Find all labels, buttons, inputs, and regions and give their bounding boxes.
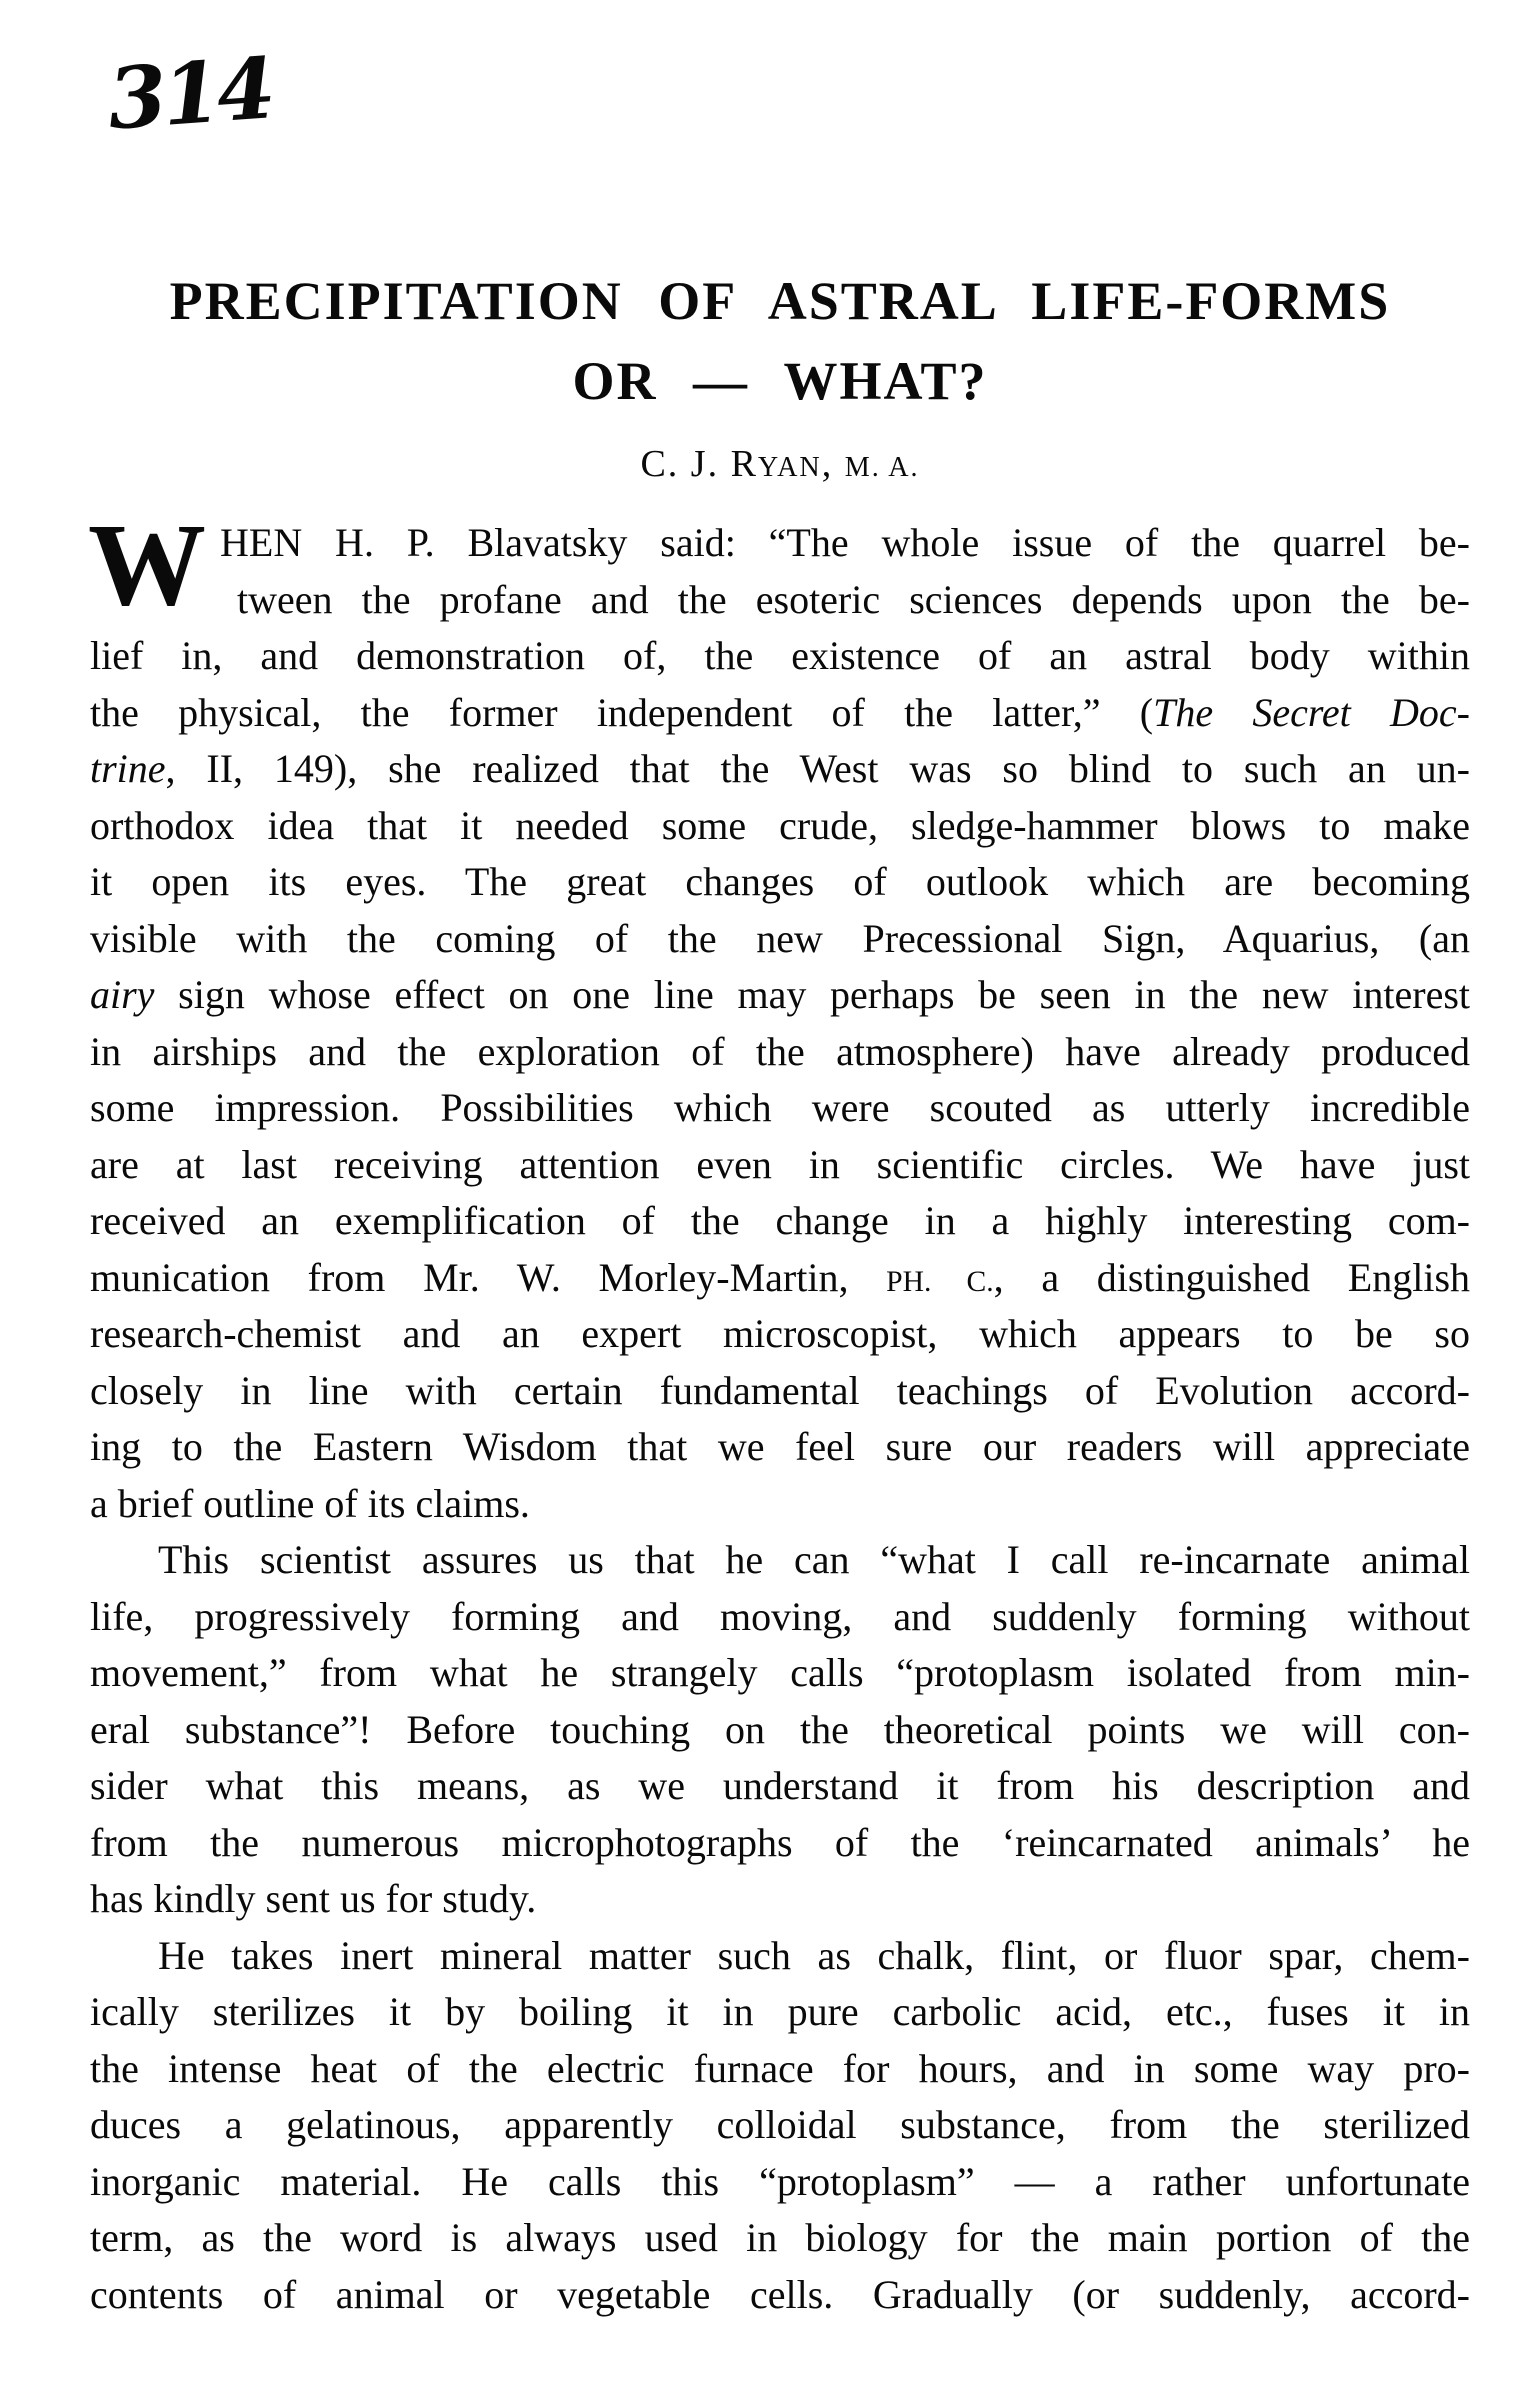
text-segment: , a distinguished English xyxy=(993,1254,1471,1300)
text-segment: ically sterilizes it by boiling it in pure carbolic acid, etc., fuses it in xyxy=(90,1989,1470,2034)
body-line xyxy=(90,1193,1470,1250)
text-segment: lief in, and demonstration of, the existence of an astral body within xyxy=(90,633,1470,678)
text-segment: HEN H. P. Blavatsky said: “The whole issue of the quarrel be- xyxy=(220,520,1470,565)
text-segment: in airships and the exploration of the atmosphere) have already produced xyxy=(90,1028,1470,1074)
text-segment: term, as the word is always used in biology for the main portion of the xyxy=(90,2215,1470,2260)
body-line xyxy=(90,741,1470,798)
text-segment: a brief outline of its claims. xyxy=(90,1480,530,1526)
body-line xyxy=(90,1928,1470,1985)
body-line xyxy=(90,2154,1470,2211)
text-segment: eral substance”! Before touching on the theoretical points we will con- xyxy=(90,1706,1470,1752)
text-segment: This scientist assures us that he can “what I call re-incarnate animal xyxy=(158,1537,1470,1582)
text-segment: the physical, the former independent of the latter,” ( xyxy=(90,689,1154,735)
text-segment: ing to the Eastern Wisdom that we feel sure our readers will appreciate xyxy=(90,1424,1470,1469)
text-segment: from the numerous microphotographs of the ‘reincarnated animals’ he xyxy=(90,1819,1470,1865)
body-line xyxy=(90,1758,1470,1815)
body-line xyxy=(90,1476,1470,1533)
body-line xyxy=(90,1363,1470,1420)
text-segment: YAN xyxy=(757,452,822,483)
text-segment: are at last receiving attention even in scientific circles. We have just xyxy=(90,1141,1470,1187)
body-line xyxy=(90,1871,1470,1928)
text-segment: movement,” from what he strangely calls “protoplasm isolated from min- xyxy=(90,1650,1470,1695)
body-line xyxy=(90,1306,1470,1363)
text-segment: sider what this means, as we understand it from his description and xyxy=(90,1763,1470,1808)
body-line xyxy=(90,2041,1470,2098)
text-segment: has kindly sent us for study. xyxy=(90,1876,537,1921)
body-line xyxy=(90,1984,1470,2041)
body-line xyxy=(90,572,1470,629)
body-line xyxy=(90,854,1470,911)
body-line xyxy=(90,1250,1470,1307)
text-segment: contents of animal or vegetable cells. Gradually (or suddenly, accord- xyxy=(90,2271,1470,2317)
text-segment: The Secret Doc- xyxy=(1153,689,1470,735)
drop-cap: W xyxy=(88,499,206,630)
text-segment: received an exemplification of the change in a highly interesting com- xyxy=(90,1198,1470,1243)
text-segment: tween the profane and the esoteric sciences depends upon the be- xyxy=(237,576,1470,622)
body-line xyxy=(90,798,1470,855)
text-segment: M. A. xyxy=(844,452,920,483)
body-line xyxy=(90,2097,1470,2154)
body-line xyxy=(90,1024,1470,1081)
author-byline xyxy=(90,441,1470,491)
text-segment: munication from Mr. W. Morley-Martin, xyxy=(90,1254,887,1300)
text-segment: airy xyxy=(90,972,155,1017)
body-line xyxy=(90,1080,1470,1137)
body-line xyxy=(90,2210,1470,2267)
text-segment: life, progressively forming and moving, and suddenly forming without xyxy=(90,1593,1470,1639)
body-line xyxy=(90,967,1470,1024)
text-segment: He takes inert mineral matter such as chalk, flint, or fluor spar, chem- xyxy=(158,1932,1470,1978)
body-line xyxy=(90,1589,1470,1646)
text-segment: , II, 149), she realized that the West was so blind to such an un- xyxy=(165,746,1470,791)
text-segment: C. J. R xyxy=(640,443,758,485)
text-segment: closely in line with certain fundamental teachings of Evolution accord- xyxy=(90,1367,1470,1413)
text-segment: duces a gelatinous, apparently colloidal substance, from the sterilized xyxy=(90,2102,1470,2147)
body-line xyxy=(90,515,1470,572)
body-line xyxy=(90,1815,1470,1872)
body-line xyxy=(90,2267,1470,2324)
text-segment: the intense heat of the electric furnace for hours, and in some way pro- xyxy=(90,2045,1470,2091)
text-segment: trine xyxy=(90,746,166,791)
text-segment: inorganic material. He calls this “protoplasm” — a rather unfortunate xyxy=(90,2158,1470,2204)
body-line xyxy=(90,911,1470,968)
body-text xyxy=(90,515,1470,2323)
article-title xyxy=(90,261,1470,421)
article-title-line-1: PRECIPITATION OF ASTRAL LIFE-FORMS xyxy=(169,271,1391,331)
text-segment: orthodox idea that it needed some crude, sledge-hammer blows to make xyxy=(90,802,1470,848)
text-segment: visible with the coming of the new Precessional Sign, Aquarius, (an xyxy=(90,915,1470,961)
article-title-line-2: OR — WHAT? xyxy=(572,351,988,411)
body-line xyxy=(90,1419,1470,1476)
text-segment: PH. C. xyxy=(886,1265,994,1298)
body-line xyxy=(90,1702,1470,1759)
body-line xyxy=(90,1137,1470,1194)
page-number: 314 xyxy=(104,38,275,149)
text-segment: it open its eyes. The great changes of outlook which are becoming xyxy=(90,859,1470,904)
text-segment: research-chemist and an expert microscopist, which appears to be so xyxy=(90,1311,1470,1356)
body-line xyxy=(90,1645,1470,1702)
text-segment: some impression. Possibilities which were scouted as utterly incredible xyxy=(90,1085,1470,1130)
body-line xyxy=(90,628,1470,685)
text-segment: sign whose effect on one line may perhaps be seen in the new interest xyxy=(154,972,1470,1017)
body-line xyxy=(90,685,1470,742)
text-segment: , xyxy=(821,443,845,485)
body-line xyxy=(90,1532,1470,1589)
